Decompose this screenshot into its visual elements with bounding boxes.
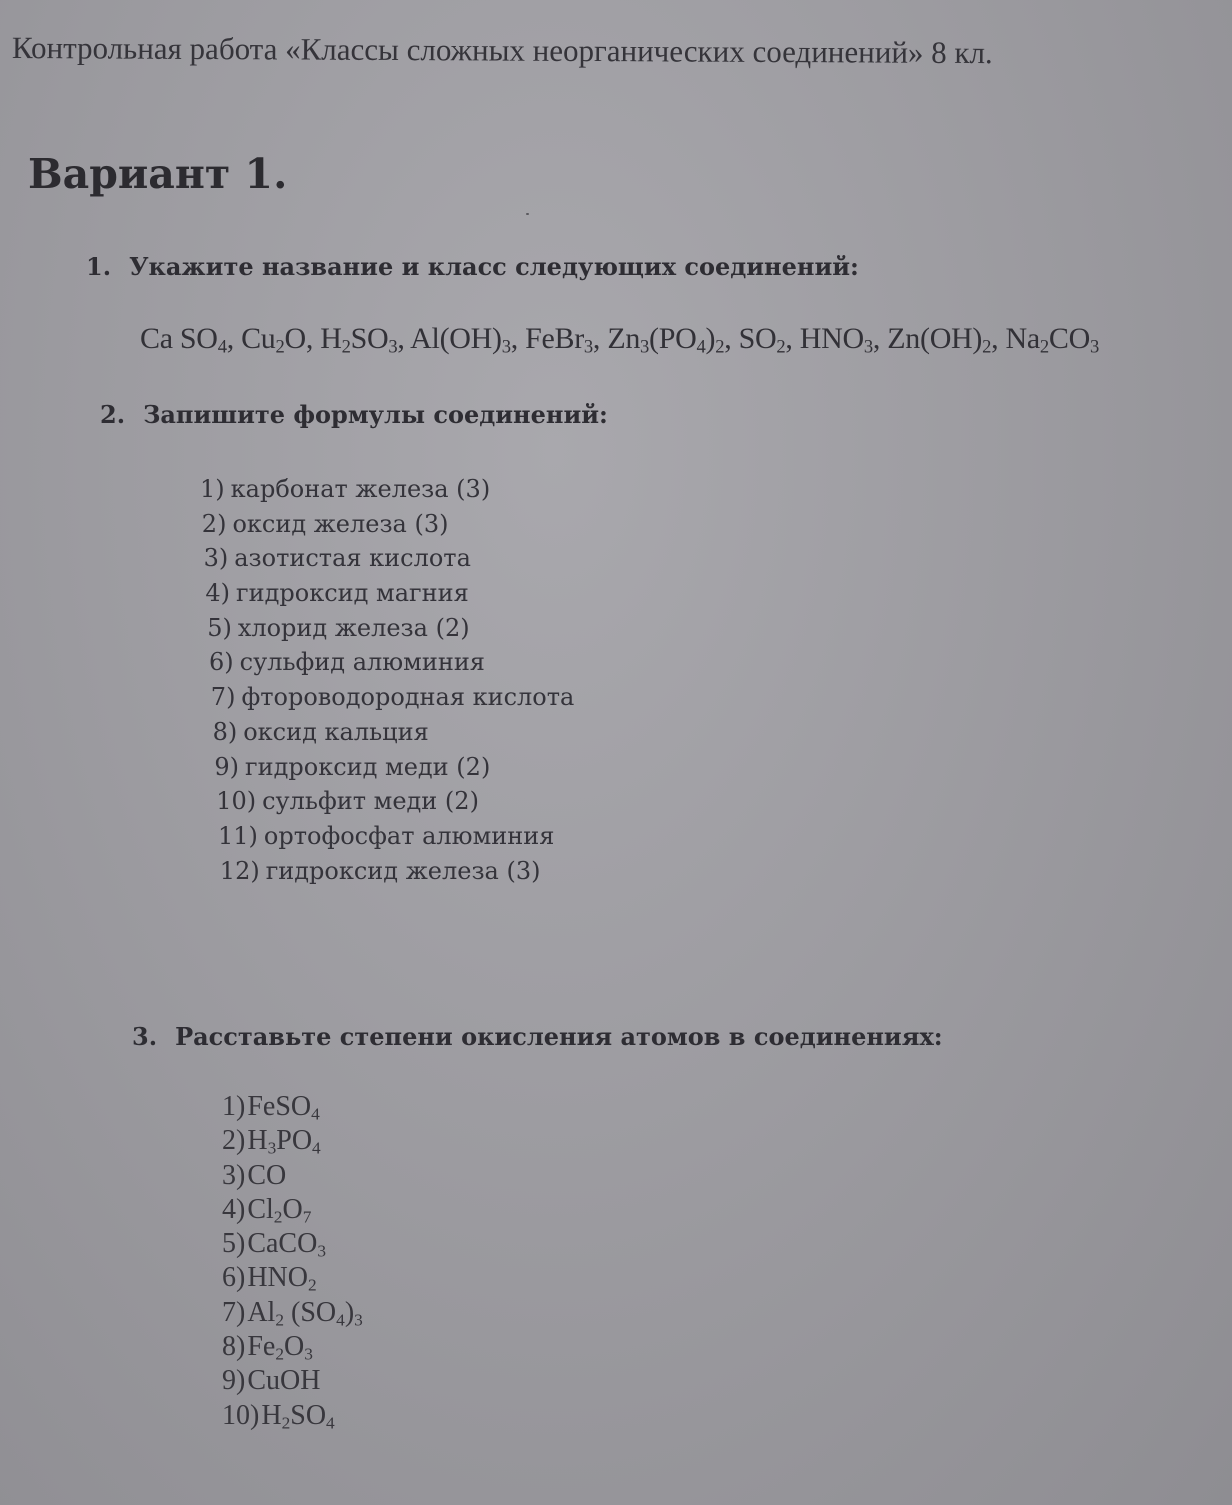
question-3: [132, 1022, 943, 1051]
list-item: [222, 1124, 363, 1158]
item-text: оксид кальция: [243, 717, 429, 746]
question-text: Запишите формулы соединений:: [143, 400, 608, 429]
list-item: [200, 576, 574, 611]
list-item: [222, 1330, 363, 1364]
formula: Ca $SO_4$,: [140, 322, 234, 358]
item-text: сульфит меди (2): [262, 787, 479, 816]
list-item: [200, 750, 574, 785]
item-number: 8): [212, 717, 238, 746]
item-text: фтороводородная кислота: [241, 683, 575, 712]
formula: $Zn(OH)_2$,: [887, 322, 999, 358]
item-number: 3): [222, 1159, 246, 1191]
variant-heading: Вариант 1.: [28, 150, 288, 198]
item-text: азотистая кислота: [234, 544, 471, 573]
list-item: [200, 680, 574, 715]
question-text: Расставьте степени окисления атомов в соединениях:: [175, 1022, 943, 1051]
item-number: 5): [222, 1228, 246, 1260]
item-text: гидроксид меди (2): [245, 752, 491, 781]
formula: $Na_2CO_3$: [1005, 322, 1099, 358]
question-2: [100, 400, 608, 429]
q3-formula-list: [222, 1090, 363, 1433]
formula: FeBr$_3$,: [525, 322, 601, 358]
item-text: ортофосфат алюминия: [263, 821, 555, 850]
formula: CuOH: [247, 1365, 321, 1397]
question-number: 3.: [132, 1022, 158, 1051]
formula: $SO_2$,: [738, 322, 793, 358]
list-item: [222, 1399, 363, 1433]
list-item: [200, 854, 574, 889]
list-item: [200, 645, 574, 680]
formula: $H_2SO_4$: [261, 1399, 335, 1432]
formula: FeSO$_4$: [247, 1091, 320, 1124]
formula: $H_2SO_3$,: [320, 322, 405, 358]
item-number: 9): [222, 1365, 246, 1397]
question-text: Укажите название и класс следующих соединений:: [129, 252, 859, 281]
item-text: сульфид алюминия: [239, 648, 485, 677]
formula: $H_3PO_4$: [247, 1125, 321, 1158]
item-number: 7): [222, 1296, 246, 1328]
list-item: [200, 784, 574, 819]
item-number: 1): [200, 475, 225, 503]
item-number: 2): [222, 1125, 246, 1157]
list-item: [222, 1364, 363, 1398]
item-number: 10): [222, 1399, 260, 1431]
list-item: [200, 819, 574, 854]
paper-speck: [526, 213, 529, 215]
formula: $Fe_2O_3$: [247, 1331, 313, 1364]
question-1: [86, 252, 859, 281]
formula: $HNO_3$,: [799, 322, 881, 358]
item-number: 9): [214, 752, 240, 781]
list-item: [222, 1193, 363, 1227]
formula: $Cu_2O$,: [241, 322, 314, 358]
list-item: [222, 1227, 363, 1261]
list-item: [222, 1090, 363, 1124]
list-item: [200, 611, 574, 646]
item-number: 11): [218, 821, 258, 850]
list-item: [222, 1159, 363, 1193]
item-number: 3): [203, 544, 229, 573]
formula: $Al(OH)_3$,: [410, 322, 518, 358]
item-number: 1): [222, 1091, 246, 1122]
list-item: [200, 472, 574, 507]
q2-compound-name-list: [200, 472, 574, 888]
document-title: Контрольная работа «Классы сложных неорганических соединений» 8 кл.: [11, 30, 993, 71]
item-number: 4): [222, 1193, 246, 1225]
item-number: 2): [201, 509, 227, 538]
item-text: оксид железа (3): [232, 509, 449, 538]
q1-formula-line: [140, 322, 1099, 359]
list-item: [200, 507, 574, 542]
question-number: 2.: [100, 400, 126, 429]
item-text: гидроксид железа (3): [265, 856, 541, 885]
item-number: 5): [207, 613, 232, 642]
formula: $Zn_3(PO_4)_2$,: [607, 322, 732, 358]
list-item: [222, 1261, 363, 1295]
item-text: гидроксид магния: [236, 579, 469, 608]
formula: $HNO_2$: [247, 1262, 317, 1295]
item-text: хлорид железа (2): [237, 613, 470, 642]
question-number: 1.: [86, 252, 112, 281]
list-item: [222, 1296, 363, 1330]
item-number: 6): [222, 1262, 246, 1294]
list-item: [200, 541, 574, 576]
formula: $Cl_2O_7$: [247, 1193, 312, 1227]
formula: CO: [247, 1159, 287, 1191]
formula: $Al_2$ $(SO_4)_3$: [247, 1296, 363, 1330]
formula: CaCO$_3$: [247, 1228, 327, 1261]
item-number: 12): [219, 856, 260, 885]
item-text: карбонат железа (3): [230, 475, 491, 503]
item-number: 4): [205, 579, 231, 608]
item-number: 7): [210, 683, 236, 712]
item-number: 6): [209, 648, 234, 677]
item-number: 8): [222, 1331, 246, 1363]
item-number: 10): [216, 787, 257, 816]
list-item: [200, 715, 574, 750]
